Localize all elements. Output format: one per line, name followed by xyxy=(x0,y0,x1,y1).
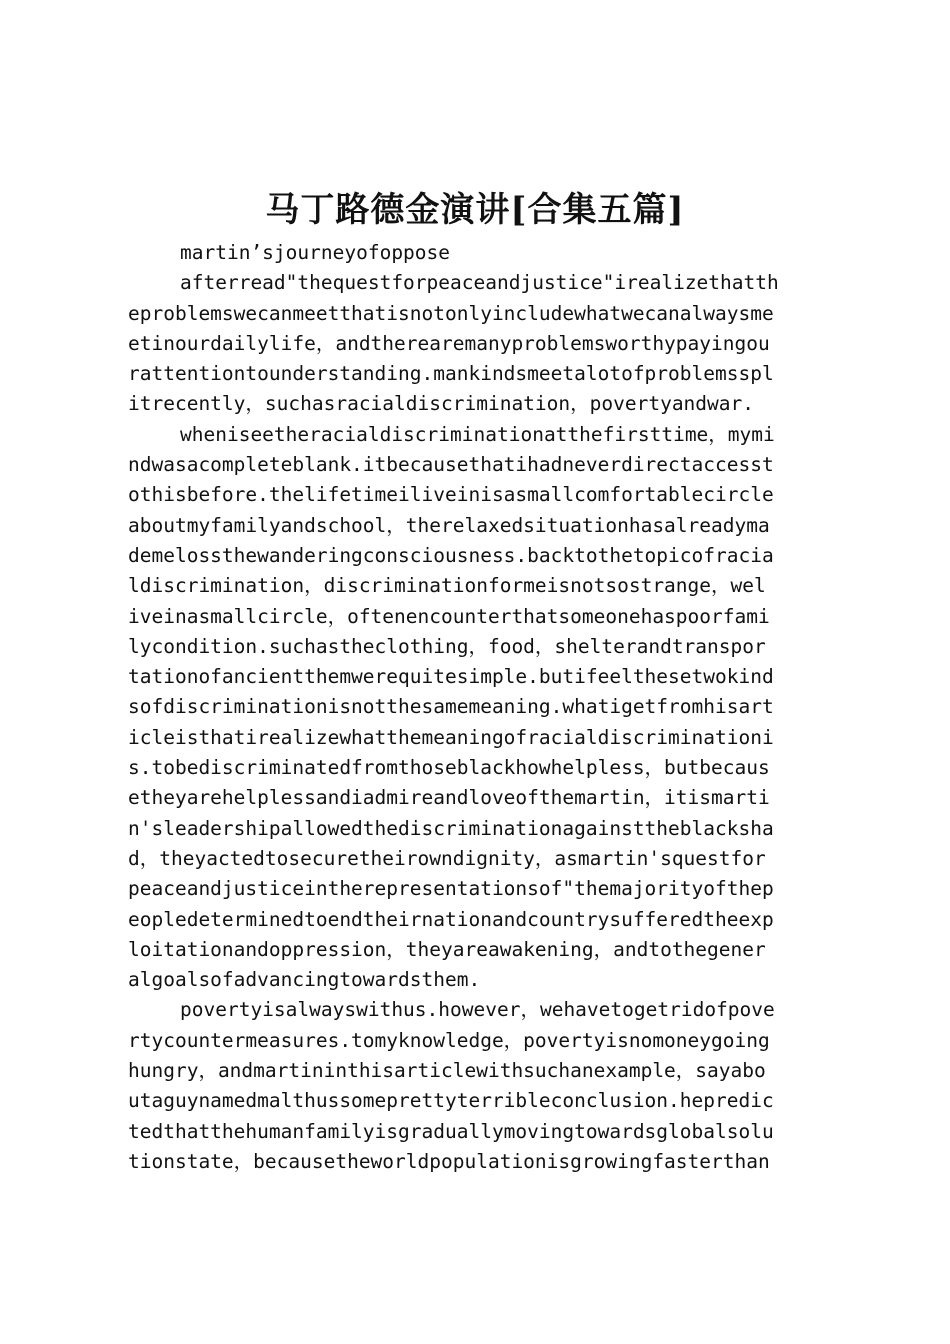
document-title: 马丁路德金演讲[合集五篇] xyxy=(265,190,685,230)
text-line: lycondition.suchastheclothing，food，shelterandtranspor xyxy=(128,634,766,658)
text-line: othisbefore.thelifetimeiliveinisasmallcomfortablecircle xyxy=(128,483,774,507)
text-line: loitationandoppression，theyareawakening，andtothegener xyxy=(128,937,766,961)
text-line: etinourdailylife，andtherearemanyproblemsworthypayingou xyxy=(128,331,770,355)
text-line: tionstate，becausetheworldpopulationisgrowingfasterthan xyxy=(128,1149,770,1173)
text-line: iveinasmallcircle，oftenencounterthatsomeonehaspoorfami xyxy=(128,604,770,628)
text-line: tationofancientthemwerequitesimple.butifeelthesetwokind xyxy=(128,665,774,689)
text-line: ndwasacompleteblank.itbecausethatihadneverdirectaccesst xyxy=(128,453,774,477)
text-line: aboutmyfamilyandschool，therelaxedsituationhasalreadyma xyxy=(128,513,770,537)
text-line: sofdiscriminationisnotthesamemeaning.whatigetfromhisart xyxy=(128,695,774,719)
text-line: afterread"thequestforpeaceandjustice"irealizethatth xyxy=(180,271,779,295)
text-line: tedthatthehumanfamilyisgraduallymovingtowardsglobalsolu xyxy=(128,1119,774,1143)
text-line: martin’sjourneyofoppose xyxy=(180,241,451,264)
text-line: rtycountermeasures.tomyknowledge，povertyisnomoneygoing xyxy=(128,1028,770,1052)
text-line: povertyisalwayswithus.however，wehavetogetridofpove xyxy=(180,998,775,1022)
text-line: d，theyactedtosecuretheirowndignity，asmartin'squestfor xyxy=(128,846,766,870)
text-line: ldiscrimination，discriminationformeisnotsostrange，wel xyxy=(128,574,766,598)
text-line: itrecently，suchasracialdiscrimination，povertyandwar. xyxy=(128,392,754,416)
text-line: eproblemswecanmeetthatisnotonlyincludewhatwecanalwaysme xyxy=(128,301,774,325)
text-line: demelossthewanderingconsciousness.backtothetopicofracia xyxy=(128,543,774,567)
text-line: eopledeterminedtoendtheirnationandcountrysufferedtheexp xyxy=(128,907,774,931)
text-line: hungry，andmartininthisarticlewithsuchanexample，sayabo xyxy=(128,1059,766,1083)
text-line: wheniseetheracialdiscriminationatthefirsttime，mymi xyxy=(180,422,775,446)
text-line: icleisthatirealizewhatthemeaningofracialdiscriminationi xyxy=(128,725,774,749)
text-line: utaguynamedmalthussomeprettyterribleconclusion.hepredic xyxy=(128,1089,774,1113)
text-line: etheyarehelplessandiadmireandloveofthemartin，itismarti xyxy=(128,786,770,810)
document-body xyxy=(128,238,834,1177)
text-line: rattentiontounderstanding.mankindsmeetalotofproblemsspl xyxy=(128,362,774,386)
text-line: s.tobediscriminatedfromthoseblackhowhelpless，butbecaus xyxy=(128,756,770,780)
text-line: peaceandjusticeintherepresentationsof"themajorityofthep xyxy=(128,877,774,901)
text-line: n'sleadershipallowedthediscriminationagainsttheblacksha xyxy=(128,816,774,840)
text-line: algoalsofadvancingtowardsthem. xyxy=(128,968,481,992)
